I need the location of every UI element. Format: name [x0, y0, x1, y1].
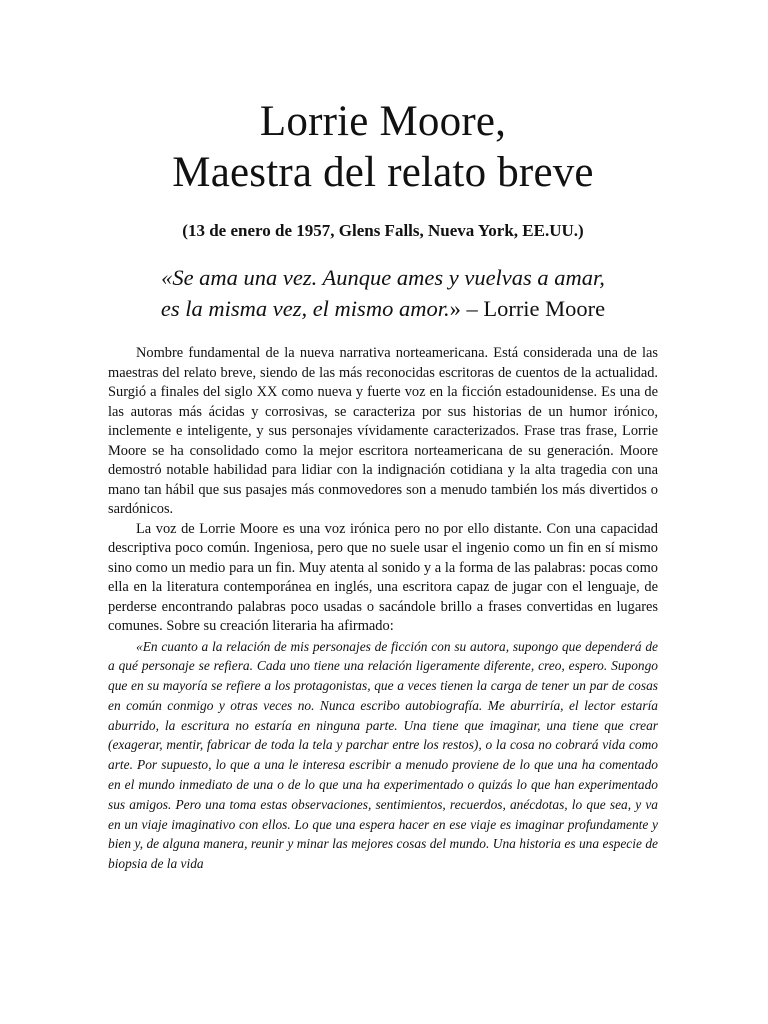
quoted-paragraph: «En cuanto a la relación de mis personajes de ficción con su autora, supongo que dependerá de a qué personaje se refiera. Cada uno tiene una relación ligeramente diferente, creo, espero. Supongo que en su mayoría se refiere a los protagonistas, que a veces tienen la carga de tener un par de cosas en común conmigo y otras veces no. Nunca escribo autobiografía. Me aburriría, el lector estaría aburrido, la escritura no estaría en ninguna parte. Una tiene que imaginar, una tiene que crear (exagerar, mentir, fabricar de toda la tela y parchar entre los restos), o la cosa no cobrará vida como arte. Por supuesto, lo que a una le interesa escribir a menudo proviene de lo que una ha comentado en el mundo inmediato de una o de lo que una ha experimentado o quizás lo que han experimentado sus amigos. Pero una toma estas observaciones, sentimientos, recuerdos, anécdotas, lo que sea, y va en un viaje imaginativo con ellos. Lo que una espera hacer en ese viaje es imaginar profundamente y bien y, de alguna manera, reunir y minar las mejores cosas del mundo. Una historia es una especie de biopsia de la vida — [108, 638, 658, 872]
title-line-2: Maestra del relato breve — [172, 149, 594, 196]
body-text — [108, 344, 658, 874]
title-line-1: Lorrie Moore, — [259, 98, 507, 145]
epigraph-quote-line-1: «Se ama una vez. Aunque ames y vuelvas a amar, — [161, 265, 605, 290]
epigraph-quote-line-2: es la misma vez, el mismo amor. — [160, 296, 450, 321]
document-page — [108, 0, 658, 874]
birth-info: (13 de enero de 1957, Glens Falls, Nueva York, EE.UU.) — [182, 221, 584, 240]
paragraph-1: Nombre fundamental de la nueva narrativa norteamericana. Está considerada una de las maestras del relato breve, siendo de las más reconocidas escritoras de cuentos de la actualidad. Surgió a finales del siglo XX como nueva y fuerte voz en la ficción estadounidense. Es una de las autoras más ácidas y corrosivas, se caracteriza por sus historias de un humor irónico, inclemente e inteligente, y sus personajes vívidamente caracterizados. Frase tras frase, Lorrie Moore se ha consolidado como la mejor escritora norteamericana de su generación. Moore demostró notable habilidad para lidiar con la indignación cotidiana y la alta tragedia con una mano tan hábil que sus pasajes más conmovedores son a menudo también los más divertidos o sardónicos. — [108, 345, 658, 517]
epigraph-quote — [108, 262, 658, 324]
paragraph-2: La voz de Lorrie Moore es una voz irónica pero no por ello distante. Con una capacidad descriptiva poco común. Ingeniosa, pero que no suele usar el ingenio como un fin en sí mismo sino como un medio para un fin. Muy atenta al sonido y a la forma de las palabras: pocas como ella en la literatura contemporánea en inglés, una escritora capaz de jugar con el lenguaje, de perderse encontrando palabras poco usadas o sacándole brillo a frases convertidas en lugares comunes. Sobre su creación literaria ha afirmado: — [108, 520, 658, 634]
epigraph-attribution: » – Lorrie Moore — [449, 296, 606, 321]
